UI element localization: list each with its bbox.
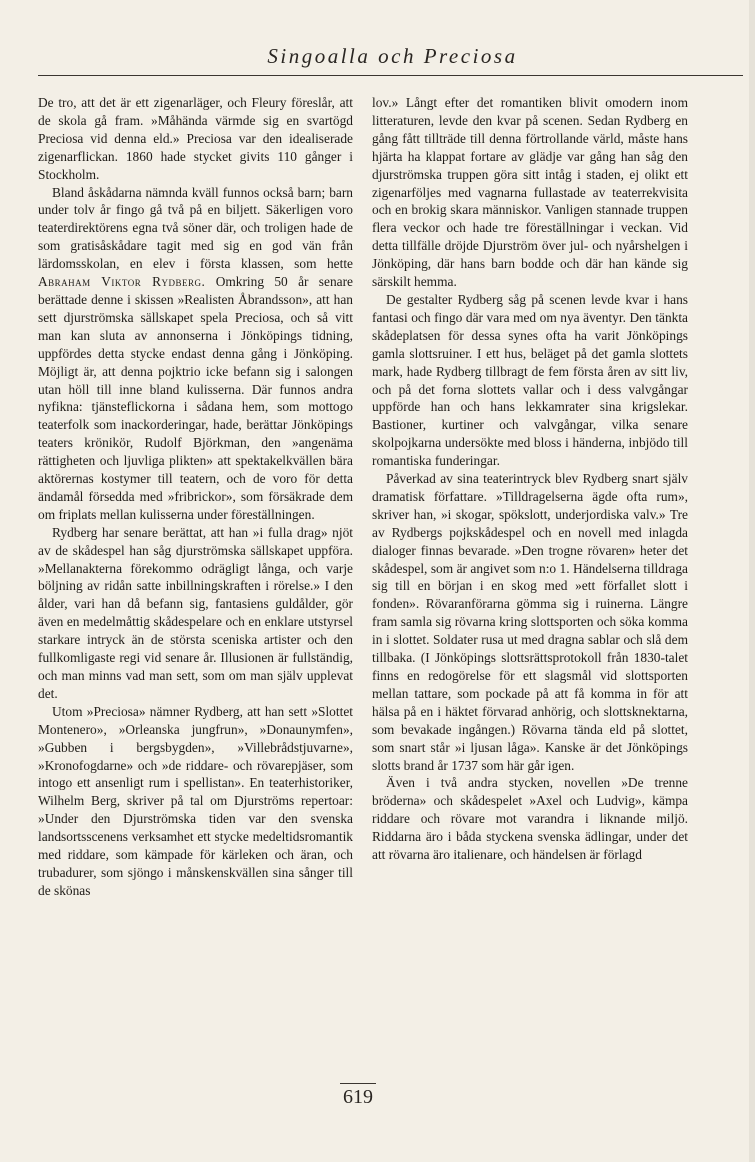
page-number: 619 bbox=[343, 1086, 373, 1108]
page-edge bbox=[749, 0, 755, 1162]
paragraph: Påverkad av sina teaterintryck blev Rydberg snart själv dramatisk författare. »Tilldragelserna ägde ofta rum», skriver han, »i skogar, spökslott, underjordiska valv.» Tre av Rydbergs pojkskådespel och en novell med inlagda dialoger finnas bevarade. »Den trogne rövaren» heter det skådespel, som är angivet som n:o 1. Händelserna tilldraga sig till en början i en skog med »ett förfallet slott i fonden». Rövaranförarna gömma sig i ruinerna. Längre fram samla sig rövarna kring slottsporten och söka komma in i slottet. Soldater rusa ut med dragna sablar och slå dem tillbaka. (I Jönköpings slottsrättsprotokoll från 1830-talet finns en redogörelse för ett slagsmål vid slottsporten mellan tattare, som pockade på att få komma in för att hälsa på en i häktet förvarad anhörig, och slottsknektarna, som bevakade ingången.) Rövarna tända eld på slottet, som snart står »i ljusan låga». Kanske är det Jönköpings slotts brand år 1737 som här går igen. bbox=[372, 471, 688, 773]
header-rule bbox=[38, 75, 743, 76]
paragraph-text: Bland åskådarna nämnda kväll funnos också barn; barn under tolv år fingo gå två på en biljett. Säkerligen voro teaterdirektörens egna två söner där, och troligen hade de som gratisåskådare tagit med sig en god vän från lärdomsskolan, en elev i första klassen, som hette bbox=[38, 184, 353, 272]
paragraph bbox=[38, 184, 353, 524]
footer-rule bbox=[340, 1083, 376, 1084]
paragraph: De gestalter Rydberg såg på scenen levde kvar i hans fantasi och fingo där vara med om nya äventyr. Den tänkta skådeplatsen för dessa synes ofta ha varit Jönköpings gamla slottsruiner. I ett hus, beläget på det gamla slottets mark, hade Rydberg tillbragt de fem första åren av sitt liv, och på det forna slottets vallar och i dess valvgångar uppförde han och hans lekkamrater sina krigslekar. Bastioner, kurtiner och valvgångar, vilka senare skolpojkarna undersökte med bloss i händerna, inbjödo till romantiska funderingar. bbox=[372, 291, 688, 469]
paragraph: Utom »Preciosa» nämner Rydberg, att han sett »Slottet Montenero», »Orleanska jungfrun», »Donaunymfen», »Gubben i bergsbygden», »Villebrådstjuvarne», »Kronofogdarne» och »de riddare- och rövarepjäser, som intogo ett ansenligt rum i spellistan». En teaterhistoriker, Wilhelm Berg, skriver på tal om Djurströms repertoar: »Under den Djurströmska tiden var den svenska landsortsscenens verksamhet ett stycke medeltidsromantik med riddare, som kämpade för kärleken och äran, och trubadurer, som sjöngo i månskenskvällen sina sånger till de skönas bbox=[38, 703, 353, 898]
paragraph: Även i två andra stycken, novellen »De trenne bröderna» och skådespelet »Axel och Ludvig», kämpa riddare och rövare mot varandra i liknande miljö. Riddarna äro i båda styckena svenska ädlingar, under det att rövarna äro italienare, och händelsen är förlagd bbox=[372, 775, 688, 863]
running-head: Singoalla och Preciosa bbox=[267, 44, 518, 68]
paragraph: lov.» Långt efter det romantiken blivit omodern inom litteraturen, levde den kvar på scenen. Sedan Rydberg en gång fått tillträde till denna förtrollande värld, måste hans hjärta ha klappat fortare av glädje var gång han såg den djurströmska truppen göra sitt intåg i staden, ej olikt ett zigenarföljes med vagnarna fullastade av teaterrekvisita och en brokig skara människor. Vanligen stannade truppen flera veckor och hade tre föreställningar i veckan. Vid detta tillfälle dröjde Djurström över jul- och nyårshelgen i Jönköping, där hans barn bodde och där han kände sig särskilt hemma. bbox=[372, 95, 688, 290]
left-column bbox=[38, 94, 353, 900]
paragraph: Rydberg har senare berättat, att han »i fulla drag» njöt av de skådespel han såg djurströmska sällskapet uppföra. »Mellanakterna förekommo odrägligt långa, och varje böljning av ridån satte inbillningskraften i rörelse.» I den ålder, vari han då befann sig, fantasiens guldålder, gör även en medelmåttig skådespelare och en enklare utstyrsel starkare intryck än de största sceniska artister och den fullkomligaste regi vid senare år. Illusionen är fullständig, och man minns vad man sett, som om man själv upplevat det. bbox=[38, 524, 353, 701]
author-name: Abraham Viktor Rydberg. bbox=[38, 274, 206, 290]
right-column bbox=[372, 94, 688, 864]
paragraph-text: Omkring 50 år senare berättade denne i skissen »Realisten Åbrandsson», att han sett djurströmska sällskapet spela Preciosa, och så vitt man kan sluta av annonserna i Jönköpings tidning, uppfördes detta stycke endast denna gång i Jönköping. Möjligt är, att denna pojktrio icke befann sig i salongen utan höll till inne bland kulisserna. Där funnos andra nyfikna: tjänsteflickorna i sådana hem, som mottogo teaterfolk som inackorderingar, hade, berättar Jönköpings teaters krönikör, Rudolf Björkman, den »angenäma rättigheten och ljuvliga plikten» att spektakelkvällen bära aktörernas kostymer till teatern, och de voro för detta ändamål försedda med »fribrickor», som försäkrade dem om friplats mellan kulisserna under föreställningen. bbox=[38, 274, 353, 522]
paragraph: De tro, att det är ett zigenarläger, och Fleury föreslår, att de skola gå fram. »Måhända värmde sig en svartögd Preciosa vid denna eld.» Preciosa var den idealiserade zigenarflickan. 1860 hade stycket givits 110 gånger i Stockholm. bbox=[38, 95, 353, 182]
